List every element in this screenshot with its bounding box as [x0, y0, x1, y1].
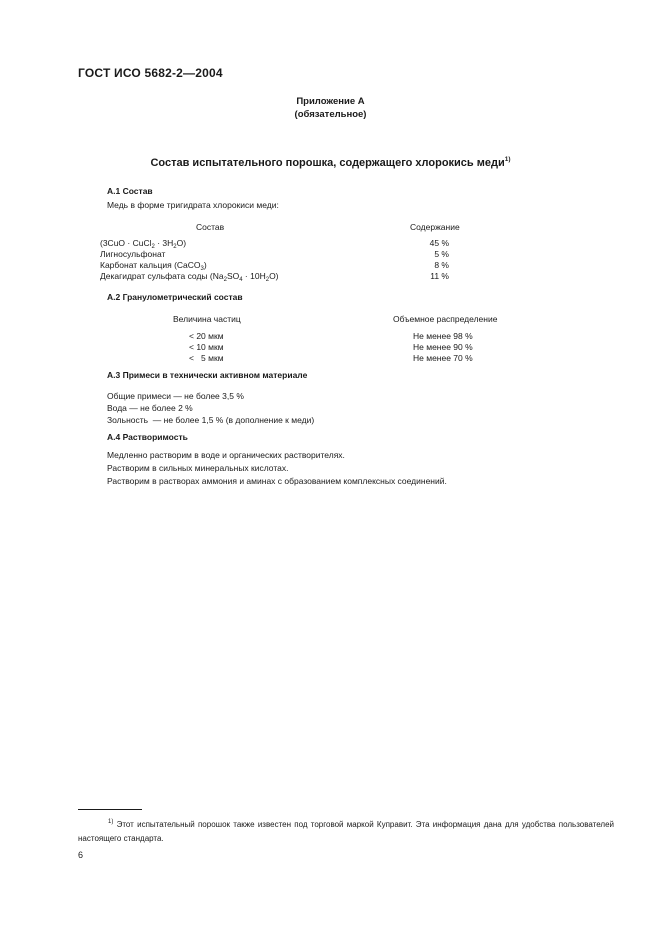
composition-value: 8 %: [434, 260, 449, 270]
column-header-composition: Состав: [196, 222, 225, 232]
composition-value: 45 %: [429, 238, 449, 248]
particle-distribution: Не менее 90 %: [413, 342, 473, 352]
document-title: [0, 156, 661, 169]
page-number: 6: [78, 850, 84, 860]
composition-value: 5 %: [434, 249, 449, 259]
solubility-line: Растворим в сильных минеральных кислотах.: [107, 463, 289, 473]
column-header-particle-size: Величина частиц: [173, 314, 241, 324]
section-a1-heading: А.1 Состав: [107, 186, 153, 196]
footnote-reference: 1): [504, 156, 511, 163]
particle-distribution: Не менее 70 %: [413, 353, 473, 363]
standard-designation: ГОСТ ИСО 5682-2—2004: [78, 66, 223, 80]
footnote-text: Этот испытательный порошок также известен под торговой маркой Куправит. Эта информация дана для удобства пользователей настоящего стандарта.: [78, 820, 614, 843]
impurity-line: Зольность — не более 1,5 % (в дополнение к меди): [107, 415, 315, 425]
particle-size: < 10 мкм: [189, 342, 224, 352]
section-a2-heading: А.2 Гранулометрический состав: [107, 292, 243, 302]
composition-name: Карбонат кальция (CaCO$_3$): [100, 260, 207, 272]
section-a1-intro: Медь в форме тригидрата хлорокиси меди:: [107, 200, 279, 210]
impurity-line: Общие примеси — не более 3,5 %: [107, 391, 244, 401]
composition-name: Декагидрат сульфата соды $(Na_2SO_4 \cdot 10H_2O)$: [100, 271, 279, 283]
section-a4-heading: А.4 Растворимость: [107, 432, 188, 442]
composition-name: Лигносульфонат: [100, 249, 166, 259]
particle-size: < 20 мкм: [189, 331, 224, 341]
footnote: [78, 815, 614, 846]
composition-value: 11 %: [430, 271, 449, 281]
footnote-separator: [78, 809, 142, 810]
appendix-status: (обязательное): [294, 109, 367, 120]
particle-size: < 5 мкм: [189, 353, 224, 363]
column-header-distribution: Объемное распределение: [393, 314, 498, 324]
solubility-line: Растворим в растворах аммония и аминах с образованием комплексных соединений.: [107, 476, 447, 486]
impurity-line: Вода — не более 2 %: [107, 403, 193, 413]
composition-name: (3CuO · CuCl$_2$ · $3H_2O$): [100, 238, 187, 250]
document-title-text: Состав испытательного порошка, содержащего хлорокись меди: [150, 157, 505, 169]
particle-distribution: Не менее 98 %: [413, 331, 473, 341]
solubility-line: Медленно растворим в воде и органических растворителях.: [107, 450, 345, 460]
footnote-mark: 1): [108, 819, 114, 825]
appendix-title: Приложение А: [296, 96, 365, 107]
section-a3-heading: А.3 Примеси в технически активном материале: [107, 370, 308, 380]
column-header-content: Содержание: [410, 222, 460, 232]
